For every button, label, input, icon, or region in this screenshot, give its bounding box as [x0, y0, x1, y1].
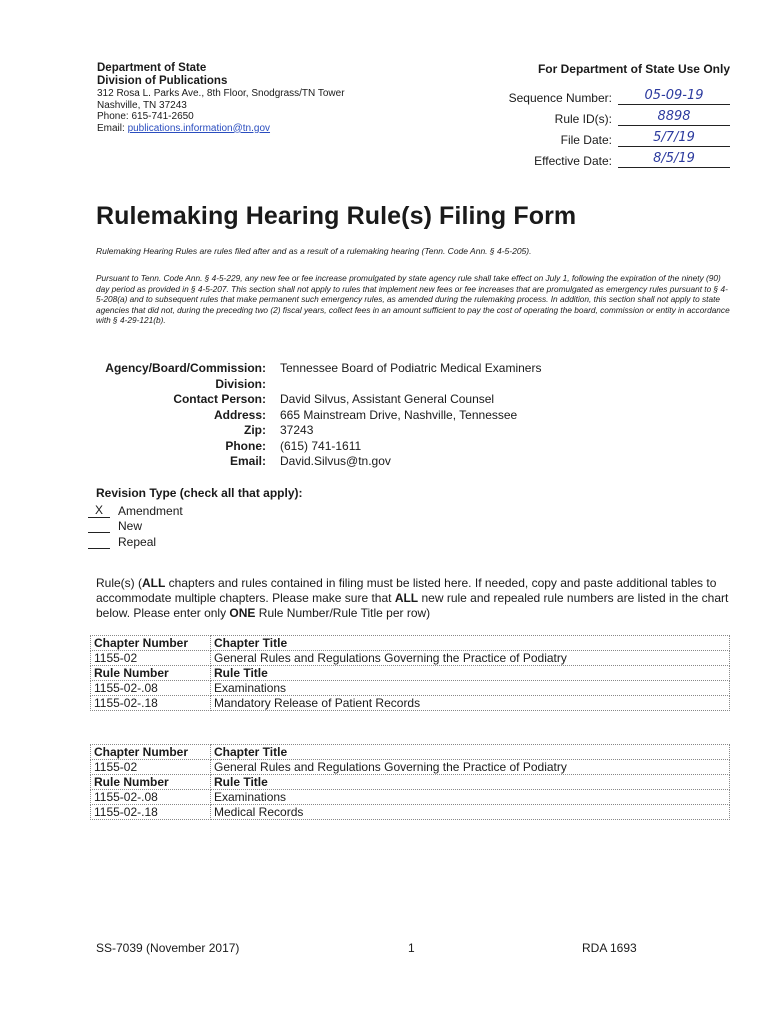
revision-option-new[interactable]: New — [96, 518, 303, 534]
rule-title: Mandatory Release of Patient Records — [211, 696, 730, 711]
contact-row: Contact Person: David Silvus, Assistant General Counsel — [173, 392, 495, 406]
table-row — [91, 760, 730, 775]
zip-value: 37243 — [280, 423, 314, 437]
repeal-check[interactable] — [88, 534, 110, 549]
effective-date-value: 8/5/19 — [618, 151, 730, 168]
zip-row: Zip: 37243 — [244, 423, 314, 437]
table-row — [91, 790, 730, 805]
chapter-number: 1155-02 — [91, 651, 211, 666]
table-row — [91, 696, 730, 711]
phone-value: (615) 741-1611 — [280, 438, 362, 453]
rule-id-value: 8898 — [618, 109, 730, 126]
file-date-field: File Date: 5/7/19 — [470, 126, 730, 147]
footer-rda: RDA 1693 — [582, 941, 637, 955]
address-row: Address: 665 Mainstream Drive, Nashville, Tennessee — [213, 407, 518, 422]
table-row — [91, 651, 730, 666]
email-row: Email: David.Silvus@tn.gov — [229, 454, 391, 468]
rule-number: 1155-02-.18 — [91, 696, 211, 711]
official-use-title: For Department of State Use Only — [537, 62, 730, 76]
agency-row: Agency/Board/Commission: Tennessee Board of Podiatric Medical Examiners — [105, 361, 542, 375]
rules-instructions: Rule(s) (ALL chapters and rules contained in filing must be listed here. If needed, copy and paste additional tables to accommodate multiple chapters. Please make sure that ALL new rule and repealed rule numbers are listed in the chart below. Please enter only ONE Rule Number/Rule Title per row) — [96, 576, 729, 620]
rule-number: 1155-02-.08 — [91, 681, 211, 696]
table-row — [91, 681, 730, 696]
rule-title: Examinations — [211, 790, 730, 805]
contact-value: David Silvus, Assistant General Counsel — [280, 392, 495, 406]
revision-type — [96, 486, 303, 549]
department-city: Nashville, TN 37243 — [97, 99, 187, 111]
agency-value: Tennessee Board of Podiatric Medical Examiners — [280, 361, 542, 375]
table-row — [91, 805, 730, 820]
file-date-value: 5/7/19 — [618, 130, 730, 147]
revision-heading: Revision Type (check all that apply): — [96, 486, 303, 500]
division-row: Division: — [215, 376, 266, 391]
department-name: Department of State — [97, 62, 207, 74]
fee-paragraph: Pursuant to Tenn. Code Ann. § 4-5-229, any new fee or fee increase promulgated by state agency rule shall take effect on July 1, following the expiration of the ninety (90) day period as provided in § 4-5-207. This section shall not apply to rules that implement new fees or fee increases that are promulgated as emergency rules pursuant to § 4-5-208(a) and to subsequent rules that make permanent such emergency rules, as amended during the rulemaking process. In addition, this section shall not apply to state agencies that did not, during the preceding two (2) fiscal years, collect fees in an amount sufficient to pay the cost of operating the board, commission or entity in accordance with § 4-29-121(b). — [96, 273, 730, 326]
email-link[interactable]: publications.information@tn.gov — [127, 122, 271, 134]
table-row: Rule Number Rule Title — [91, 666, 730, 681]
email-value: David.Silvus@tn.gov — [280, 454, 391, 468]
address-value: 665 Mainstream Drive, Nashville, Tennessee — [280, 407, 518, 422]
department-header — [97, 62, 345, 134]
rules-table-2 — [90, 744, 730, 820]
rule-id-field: Rule ID(s): 8898 — [470, 105, 730, 126]
rule-title: Medical Records — [211, 805, 730, 820]
chapter-title: General Rules and Regulations Governing the Practice of Podiatry — [211, 651, 730, 666]
division-name: Division of Publications — [97, 75, 228, 87]
new-check[interactable] — [88, 518, 110, 533]
department-email: Email: publications.information@tn.gov — [97, 122, 271, 134]
official-use-box — [470, 62, 730, 168]
sequence-number-value: 05-09-19 — [618, 88, 730, 105]
form-title: Rulemaking Hearing Rule(s) Filing Form — [96, 202, 577, 230]
footer-form-id: SS-7039 (November 2017) — [96, 941, 240, 955]
effective-date-field: Effective Date: 8/5/19 — [470, 147, 730, 168]
revision-option-amendment[interactable]: X Amendment — [96, 502, 303, 518]
rule-number: 1155-02-.18 — [91, 805, 211, 820]
chapter-title: General Rules and Regulations Governing the Practice of Podiatry — [211, 760, 730, 775]
table-row: Chapter Number Chapter Title — [91, 636, 730, 651]
rules-table-1 — [90, 635, 730, 711]
sequence-number-field: Sequence Number: 05-09-19 — [470, 84, 730, 105]
agency-info — [96, 361, 541, 470]
rule-number: 1155-02-.08 — [91, 790, 211, 805]
footer-page-number: 1 — [408, 941, 415, 955]
table-row: Rule Number Rule Title — [91, 775, 730, 790]
amendment-check[interactable]: X — [88, 503, 110, 518]
department-phone: Phone: 615-741-2650 — [97, 111, 194, 122]
phone-row: Phone: (615) 741-1611 — [225, 438, 362, 453]
department-address: 312 Rosa L. Parks Ave., 8th Floor, Snodgrass/TN Tower — [97, 88, 345, 99]
table-row: Chapter Number Chapter Title — [91, 745, 730, 760]
rule-title: Examinations — [211, 681, 730, 696]
chapter-number: 1155-02 — [91, 760, 211, 775]
revision-option-repeal[interactable]: Repeal — [96, 533, 303, 549]
intro-text: Rulemaking Hearing Rules are rules filed after and as a result of a rulemaking hearing (Tenn. Code Ann. § 4-5-205). — [96, 246, 532, 256]
